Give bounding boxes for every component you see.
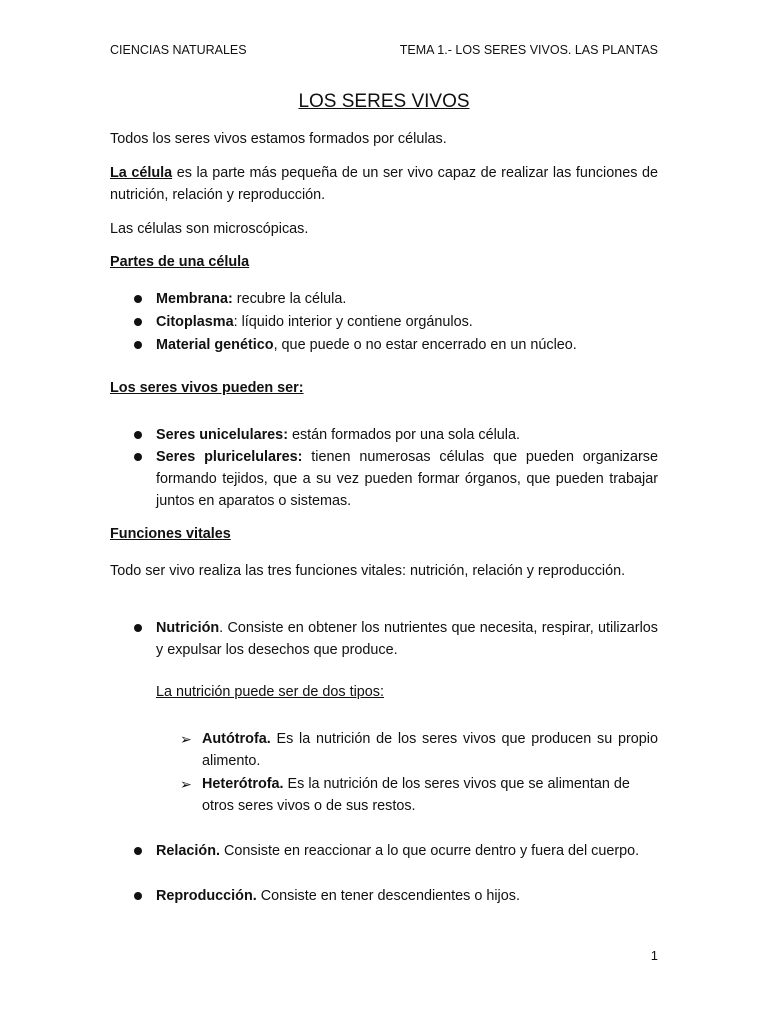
cell-definition [110,162,658,206]
page-title: LOS SERES VIVOS [298,91,470,112]
arrow-bullet-icon: ➢ [180,731,192,747]
header-subject: CIENCIAS NATURALES [110,43,247,57]
cell-definition-text: es la parte más pequeña de un ser vivo capaz de realizar las funciones de nutrición, relación y reproducción. [110,165,658,203]
list-item-text: Consiste en tener descendientes o hijos. [256,888,520,904]
list-item-text: Es la nutrición de los seres vivos que producen su propio alimento. [202,731,658,769]
page-number: 1 [650,948,658,963]
list-item [156,446,658,512]
list-item [156,311,658,333]
list-item-text: recubre la célula. [232,291,347,307]
bullet-icon [134,431,142,439]
parts-heading: Partes de una célula [110,254,250,270]
microscopic-paragraph: Las células son microscópicas. [110,221,309,237]
list-item-text: : líquido interior y contiene orgánulos. [233,314,473,330]
intro-paragraph: Todos los seres vivos estamos formados por células. [110,131,447,147]
list-item-text: Es la nutrición de los seres vivos que se alimentan de otros seres vivos o de sus restos. [202,776,630,814]
bullet-icon [134,892,142,900]
list-item-text: están formados por una sola célula. [287,427,520,443]
functions-heading: Funciones vitales [110,526,231,542]
types-heading: Los seres vivos pueden ser: [110,380,304,396]
relation-item [156,840,658,862]
list-item [156,334,658,356]
list-item [180,728,658,772]
list-item-text: tienen numerosas células que pueden organizarse formando tejidos, que a su vez pueden formar órganos, que pueden trabajar juntos en aparatos o sistemas. [156,449,658,509]
list-item-text: . Consiste en obtener los nutrientes que necesita, respirar, utilizarlos y expulsar los desechos que produce. [156,620,658,658]
bullet-icon [134,295,142,303]
list-item-term: Seres unicelulares: [156,427,288,443]
arrow-bullet-icon: ➢ [180,776,192,792]
list-item-text: Consiste en reaccionar a lo que ocurre dentro y fuera del cuerpo. [219,843,640,859]
reproduction-item [156,885,658,907]
nutrition-types-heading: La nutrición puede ser de dos tipos: [156,684,385,700]
list-item-term: Material genético [156,337,274,353]
list-item-text: , que puede o no estar encerrado en un núcleo. [273,337,577,353]
cell-term: La célula [110,165,173,181]
list-item-term: Nutrición [156,620,220,636]
list-item-term: Reproducción. [156,888,257,904]
list-item-term: Seres pluricelulares: [156,449,303,465]
nutrition-item [156,617,658,661]
header-topic: TEMA 1.- LOS SERES VIVOS. LAS PLANTAS [399,43,658,57]
bullet-icon [134,624,142,632]
list-item-term: Relación. [156,843,220,859]
list-item [180,773,658,817]
list-item-term: Membrana: [156,291,233,307]
list-item-term: Autótrofa. [202,731,271,747]
bullet-icon [134,453,142,461]
list-item [156,288,658,310]
bullet-icon [134,847,142,855]
list-item-term: Citoplasma [156,314,234,330]
functions-intro: Todo ser vivo realiza las tres funciones vitales: nutrición, relación y reproducción. [110,563,626,579]
bullet-icon [134,341,142,349]
bullet-icon [134,318,142,326]
list-item-term: Heterótrofa. [202,776,284,792]
list-item [156,424,658,446]
